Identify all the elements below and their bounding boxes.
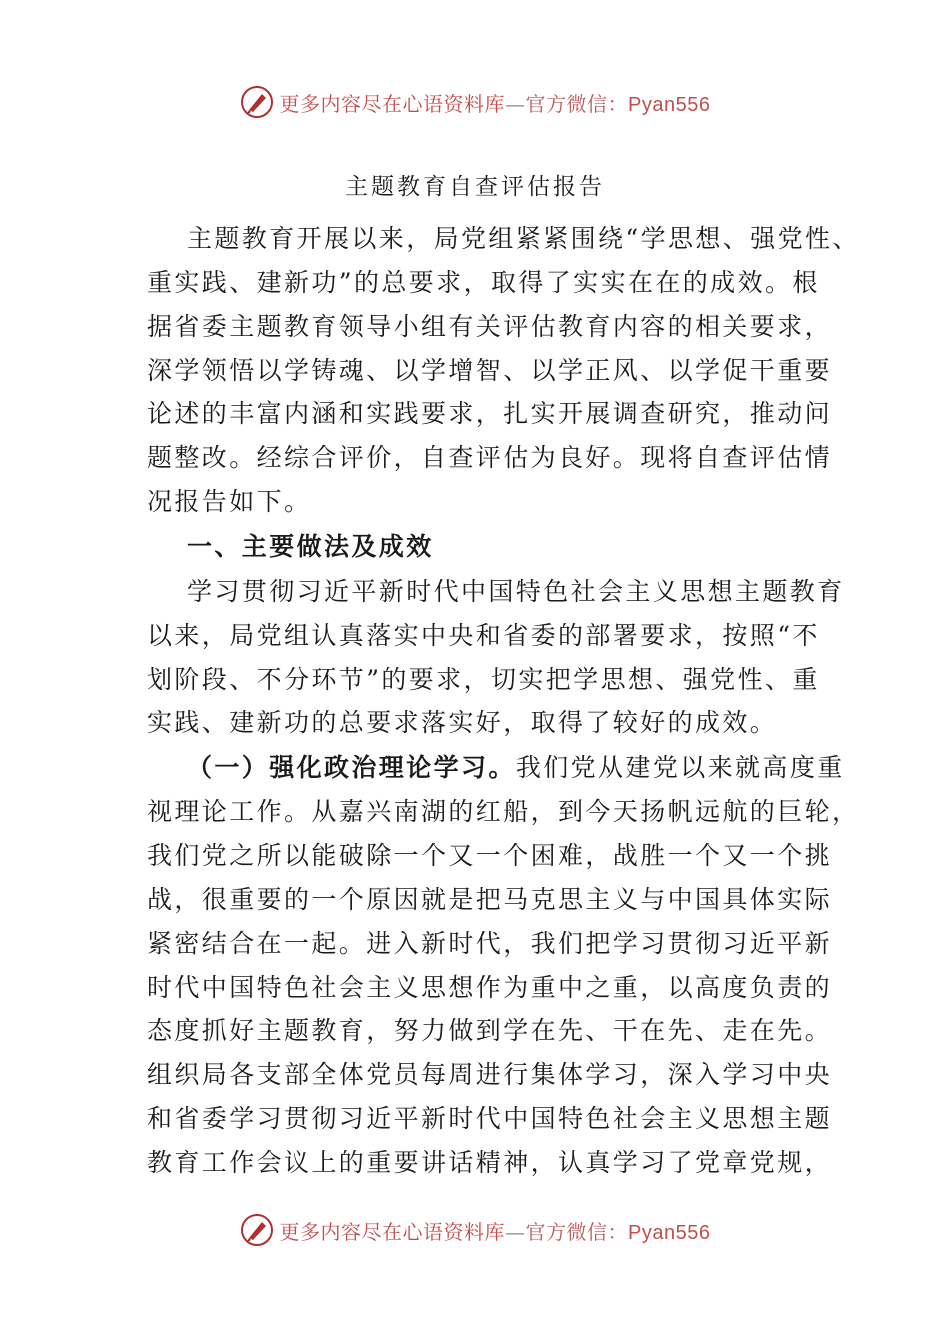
paragraph-line: 实践、建新功的总要求落实好，取得了较好的成效。 — [147, 708, 778, 737]
pen-nib-icon — [240, 85, 274, 119]
paragraph-line: 划阶段、不分环节”的要求，切实把学思想、强党性、重 — [147, 665, 820, 694]
watermark-wechat-id: Pyan556 — [628, 93, 711, 116]
paragraph-line: 组织局各支部全体党员每周进行集体学习，深入学习中央 — [147, 1060, 833, 1089]
paragraph-line: 据省委主题教育领导小组有关评估教育内容的相关要求， — [147, 312, 833, 341]
paragraph-line: 紧密结合在一起。进入新时代，我们把学习贯彻习近平新 — [147, 929, 833, 958]
watermark-dash: — — [505, 91, 526, 116]
watermark-wechat-id: Pyan556 — [628, 1221, 711, 1244]
watermark-text — [280, 88, 711, 117]
watermark-brand: 更多内容尽在心语资料库 — [279, 1219, 506, 1244]
paragraph-line: 以来，局党组认真落实中央和省委的部署要求，按照“不 — [147, 621, 820, 650]
paragraph-line: 论述的丰富内涵和实践要求，扎实开展调查研究，推动问 — [147, 399, 833, 428]
paragraph-line: 主题教育开展以来，局党组紧紧围绕“学思想、强党性、 — [187, 224, 860, 253]
paragraph-line: 态度抓好主题教育，努力做到学在先、干在先、走在先。 — [147, 1016, 833, 1045]
paragraph-line: 重实践、建新功”的总要求，取得了实实在在的成效。根 — [147, 268, 820, 297]
paragraph-line: 深学领悟以学铸魂、以学增智、以学正风、以学促干重要 — [147, 356, 833, 385]
watermark-dash: — — [505, 1219, 526, 1244]
subheading: （一）强化政治理论学习。 — [187, 753, 516, 782]
footer-watermark-banner — [0, 1208, 950, 1252]
watermark-wechat-label: 官方微信： — [525, 91, 629, 116]
paragraph-line: 视理论工作。从嘉兴南湖的红船，到今天扬帆远航的巨轮， — [147, 797, 860, 826]
paragraph-line: 战，很重要的一个原因就是把马克思主义与中国具体实际 — [147, 885, 833, 914]
pen-nib-icon — [240, 1213, 274, 1247]
paragraph-line: 我们党之所以能破除一个又一个困难，战胜一个又一个挑 — [147, 841, 833, 870]
paragraph-line: 况报告如下。 — [147, 487, 312, 516]
paragraph-line: 学习贯彻习近平新时代中国特色社会主义思想主题教育 — [187, 577, 845, 606]
paragraph-text: 我们党从建党以来就高度重 — [515, 753, 845, 782]
section-heading: 一、主要做法及成效 — [187, 532, 434, 561]
watermark-text — [280, 1216, 711, 1245]
paragraph-line: 和省委学习贯彻习近平新时代中国特色社会主义思想主题 — [147, 1104, 833, 1133]
paragraph-line: 题整改。经综合评价，自查评估为良好。现将自查评估情 — [147, 443, 833, 472]
watermark-wechat-label: 官方微信： — [525, 1219, 629, 1244]
document-title: 主题教育自查评估报告 — [345, 174, 605, 200]
header-watermark-banner — [0, 80, 950, 124]
watermark-brand: 更多内容尽在心语资料库 — [279, 91, 506, 116]
paragraph-line: 教育工作会议上的重要讲话精神，认真学习了党章党规， — [147, 1148, 833, 1177]
paragraph-line: 时代中国特色社会主义思想作为重中之重，以高度负责的 — [147, 973, 833, 1002]
paragraph-line — [187, 752, 845, 784]
